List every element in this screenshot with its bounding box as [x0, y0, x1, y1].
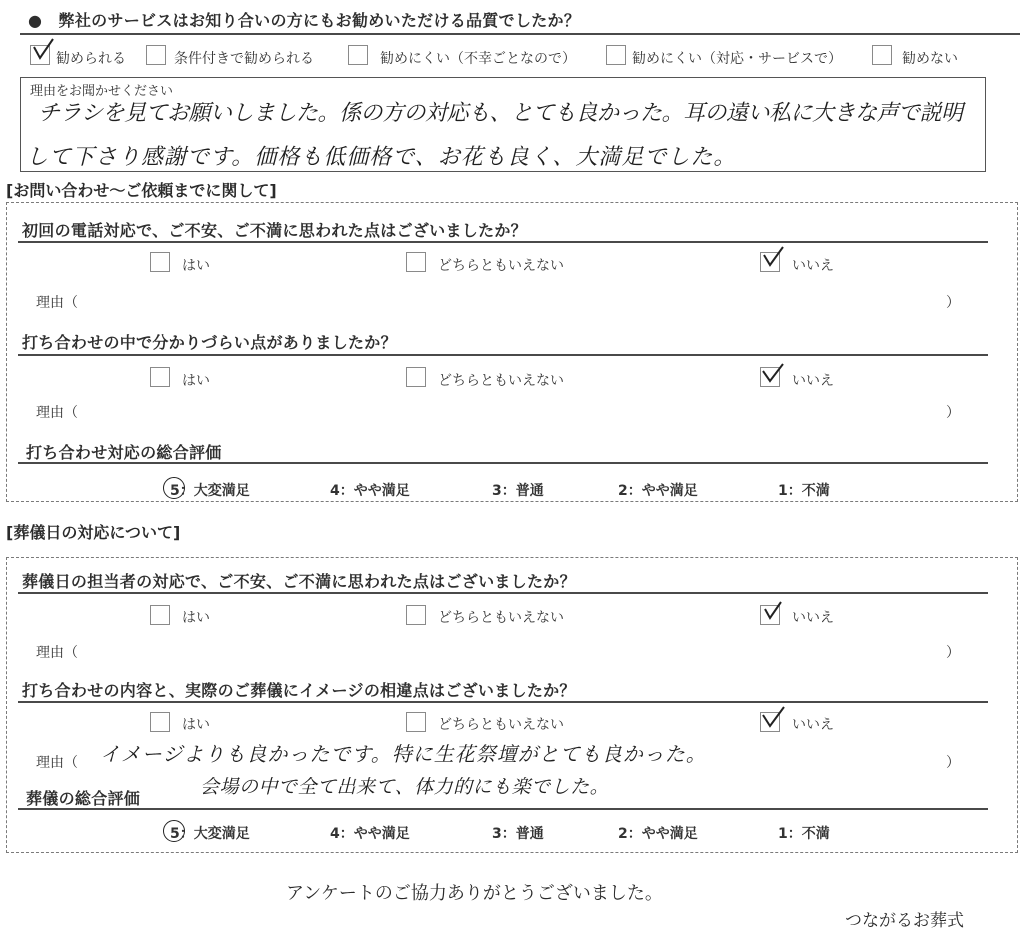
s1-q1-neutral-checkbox[interactable]	[406, 252, 426, 272]
s1-q1-reason-close: ）	[946, 295, 960, 311]
check-mark-icon	[31, 38, 57, 62]
top-question-underline	[20, 33, 1020, 35]
s1-q1-reason-label: 理由（	[36, 295, 78, 311]
s1-rating-option-1[interactable]: 1：不満	[778, 483, 830, 499]
s1-q1-underline	[18, 241, 988, 243]
s2-q2-neutral-checkbox[interactable]	[406, 712, 426, 732]
s1-q1-yes-checkbox[interactable]	[150, 252, 170, 272]
s2-q2-yes-label: はい	[182, 717, 210, 733]
s2-q1-question: 葬儀日の担当者の対応で、ご不安、ご不満に思われた点はございましたか？	[22, 572, 576, 591]
s2-rating-option-2[interactable]: 2：やや満足	[618, 826, 698, 842]
top-option-checkbox-1[interactable]	[30, 45, 50, 65]
top-option-checkbox-2[interactable]	[146, 45, 166, 65]
top-option-checkbox-4[interactable]	[606, 45, 626, 65]
top-option-label-1: 勧められる	[56, 51, 126, 67]
s1-rating-title: 打ち合わせ対応の総合評価	[26, 443, 222, 462]
s2-rating-option-4[interactable]: 4：やや満足	[330, 826, 410, 842]
section1-header: [お問い合わせ～ご依頼までに関して]	[6, 181, 277, 200]
s2-q1-no-checkbox[interactable]	[760, 605, 780, 625]
check-mark-icon	[761, 598, 787, 622]
s2-q2-reason-close: ）	[946, 755, 960, 771]
s2-rating-option-5[interactable]: 5：大変満足	[170, 826, 250, 842]
s2-q2-no-label: いいえ	[792, 717, 834, 733]
check-mark-icon	[761, 705, 787, 729]
s1-q1-no-checkbox[interactable]	[760, 252, 780, 272]
s1-q2-reason-close: ）	[946, 405, 960, 421]
s1-rating-option-5[interactable]: 5：大変満足	[170, 483, 250, 499]
s2-rating-title: 葬儀の総合評価	[26, 789, 141, 808]
s2-q1-neutral-checkbox[interactable]	[406, 605, 426, 625]
s1-q2-neutral-checkbox[interactable]	[406, 367, 426, 387]
top-option-label-4: 勧めにくい（対応・サービスで）	[632, 51, 842, 67]
s2-q1-yes-label: はい	[182, 610, 210, 626]
s1-q2-yes-checkbox[interactable]	[150, 367, 170, 387]
s2-q1-reason-label: 理由（	[36, 645, 78, 661]
s1-q2-question: 打ち合わせの中で分かりづらい点がありましたか？	[22, 333, 397, 352]
s2-q1-reason-close: ）	[946, 645, 960, 661]
s2-q2-neutral-label: どちらともいえない	[438, 717, 564, 733]
s1-q1-question: 初回の電話対応で、ご不安、ご不満に思われた点はございましたか？	[22, 221, 527, 240]
s1-rating-option-2[interactable]: 2：やや満足	[618, 483, 698, 499]
s1-q2-underline	[18, 354, 988, 356]
s2-q2-underline	[18, 701, 988, 703]
s2-q2-reason-handwriting-line-1[interactable]: イメージよりも良かったです。特に生花祭壇がとても良かった。	[100, 742, 707, 766]
top-option-label-2: 条件付きで勧められる	[174, 51, 314, 67]
s2-q2-no-checkbox[interactable]	[760, 712, 780, 732]
s2-q2-yes-checkbox[interactable]	[150, 712, 170, 732]
s1-q2-no-label: いいえ	[792, 373, 834, 389]
s1-q1-neutral-label: どちらともいえない	[438, 258, 564, 274]
footer-company: つながるお葬式	[845, 911, 964, 931]
s1-q2-no-checkbox[interactable]	[760, 367, 780, 387]
top-reason-label: 理由をお聞かせください	[30, 84, 174, 99]
top-option-checkbox-3[interactable]	[348, 45, 368, 65]
s1-q2-yes-label: はい	[182, 373, 210, 389]
top-reason-handwriting-line-2[interactable]: して下さり感謝です。価格も低価格で、お花も良く、大満足でした。	[26, 145, 737, 170]
s2-q1-no-label: いいえ	[792, 610, 834, 626]
s2-q2-reason-label: 理由（	[36, 755, 78, 771]
s1-rating-option-4[interactable]: 4：やや満足	[330, 483, 410, 499]
s1-q1-yes-label: はい	[182, 258, 210, 274]
top-option-checkbox-5[interactable]	[872, 45, 892, 65]
top-option-label-5: 勧めない	[902, 51, 958, 67]
s2-q1-underline	[18, 592, 988, 594]
s2-q1-neutral-label: どちらともいえない	[438, 610, 564, 626]
s1-rating-option-3[interactable]: 3：普通	[492, 483, 544, 499]
s1-rating-underline	[18, 462, 988, 464]
s2-rating-option-1[interactable]: 1：不満	[778, 826, 830, 842]
top-question: ● 弊社のサービスはお知り合いの方にもお勧めいただける品質でしたか？	[28, 11, 581, 30]
footer-thanks: アンケートのご協力ありがとうございました。	[286, 883, 663, 904]
s2-q1-yes-checkbox[interactable]	[150, 605, 170, 625]
top-reason-handwriting-line-1[interactable]: チラシを見てお願いしました。係の方の対応も、とても良かった。耳の遠い私に大きな声で説明	[38, 101, 963, 126]
s1-q2-neutral-label: どちらともいえない	[438, 373, 564, 389]
top-option-label-3: 勧めにくい（不幸ごとなので）	[380, 51, 576, 67]
s2-q2-reason-handwriting-line-2[interactable]: 会場の中で全て出来て、体力的にも楽でした。	[200, 776, 610, 798]
check-mark-icon	[761, 245, 787, 269]
s2-rating-option-3[interactable]: 3：普通	[492, 826, 544, 842]
s2-rating-underline	[18, 808, 988, 810]
check-mark-icon	[761, 360, 787, 384]
s1-q1-no-label: いいえ	[792, 258, 834, 274]
section2-header: [葬儀日の対応について]	[6, 523, 181, 542]
s1-q2-reason-label: 理由（	[36, 405, 78, 421]
s2-q2-question: 打ち合わせの内容と、実際のご葬儀にイメージの相違点はございましたか？	[22, 681, 576, 700]
